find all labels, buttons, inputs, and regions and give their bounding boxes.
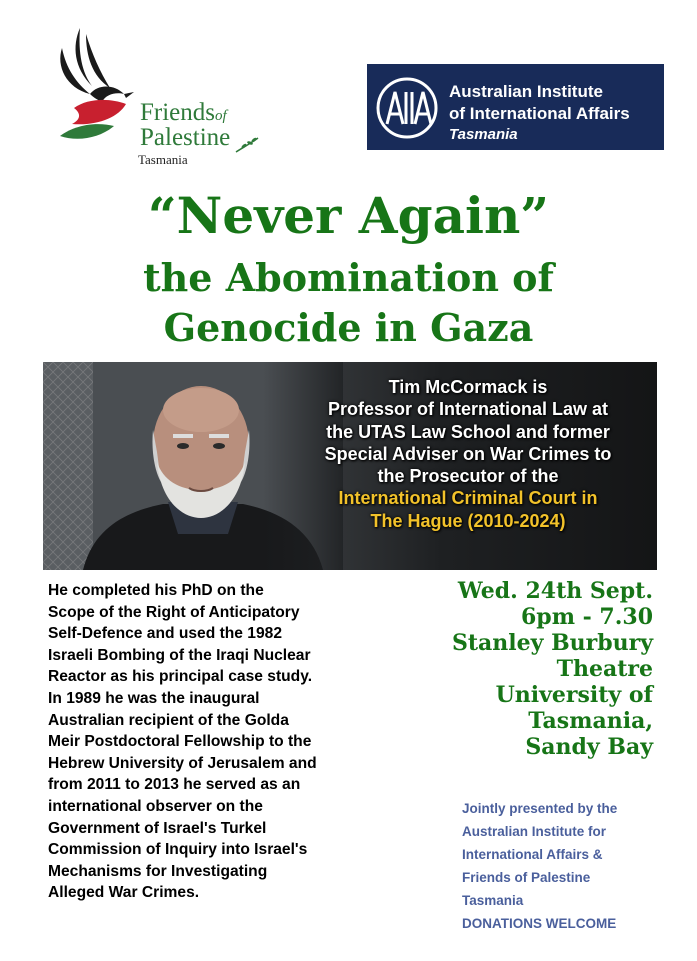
donations-note: DONATIONS WELCOME <box>462 916 617 931</box>
logo-text-palestine: Palestine <box>140 124 231 151</box>
bio-line: Hebrew University of Jerusalem and <box>48 754 317 772</box>
event-venue-line: Theatre <box>556 656 653 682</box>
bio-line: Alleged War Crimes. <box>48 884 200 902</box>
friends-of-palestine-logo <box>52 28 262 168</box>
aiia-logo <box>367 64 664 150</box>
headline-line3: Genocide in Gaza <box>163 305 534 350</box>
bio-line: Reactor as his principal case study. <box>48 668 313 686</box>
presenters-line: Jointly presented by the <box>462 801 618 816</box>
event-venue-line: Sandy Bay <box>525 734 653 760</box>
caption-line: the UTAS Law School and former <box>326 421 610 442</box>
speaker-photo-banner <box>43 362 657 570</box>
event-venue-line: Stanley Burbury <box>451 630 653 656</box>
bio-line: Commission of Inquiry into Israel's <box>48 841 308 859</box>
presenters-line: Australian Institute for <box>462 824 607 839</box>
aiia-text-line1: Australian Institute <box>449 82 603 101</box>
headline-never-again: “Never Again” <box>147 186 550 245</box>
bio-line: from 2011 to 2013 he served as an <box>48 776 301 794</box>
bio-line: In 1989 he was the inaugural <box>48 689 260 707</box>
caption-line: Professor of International Law at <box>327 399 609 420</box>
bio-line: Australian recipient of the Golda <box>48 711 289 729</box>
bio-line: Mechanisms for Investigating <box>48 862 268 880</box>
presenters-line: Tasmania <box>462 893 524 908</box>
aiia-text-line3: Tasmania <box>449 126 518 143</box>
event-venue-line: Tasmania, <box>528 708 653 734</box>
presenters-line: International Affairs & <box>462 847 603 862</box>
caption-highlight-line: The Hague (2010-2024) <box>370 510 566 531</box>
caption-highlight-line: International Criminal Court in <box>338 488 598 509</box>
caption-line: Tim McCormack is <box>388 377 548 397</box>
speaker-bio <box>48 580 388 904</box>
event-date: Wed. 24th Sept. <box>457 578 653 604</box>
caption-line: Special Adviser on War Crimes to <box>324 443 612 464</box>
bio-line: He completed his PhD on the <box>48 582 264 599</box>
olive-branch-icon <box>234 136 260 154</box>
logo-text-tasmania: Tasmania <box>138 152 188 167</box>
headline-line2: the Abomination of <box>143 255 554 300</box>
bio-line: Meir Postdoctoral Fellowship to the <box>48 733 312 751</box>
presenters-note <box>462 797 682 935</box>
bio-line: international observer on the <box>48 797 263 815</box>
speaker-caption <box>283 376 653 532</box>
bio-line: Scope of the Right of Anticipatory <box>48 603 300 621</box>
event-details <box>373 578 653 760</box>
bio-line: Self-Defence and used the 1982 <box>48 625 282 643</box>
presenters-line: Friends of Palestine <box>462 870 591 885</box>
caption-line: the Prosecutor of the <box>377 466 559 487</box>
event-time: 6pm - 7.30 <box>521 604 653 630</box>
bio-line: Government of Israel's Turkel <box>48 819 267 837</box>
aiia-emblem-icon <box>375 76 439 140</box>
event-venue-line: University of <box>495 682 653 708</box>
logo-text-friends: Friendsof <box>140 99 227 126</box>
aiia-text-line2: of International Affairs <box>449 104 630 123</box>
bio-line: Israeli Bombing of the Iraqi Nuclear <box>48 646 311 664</box>
